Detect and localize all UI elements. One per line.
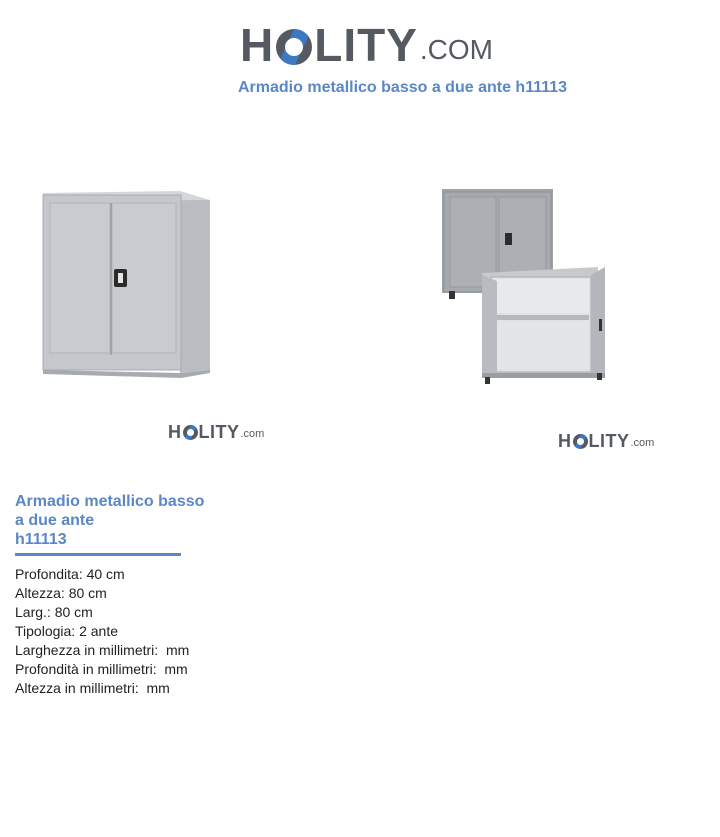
watermark-domain: .com xyxy=(240,428,265,440)
watermark-suffix: LITY xyxy=(588,431,630,451)
spec-list xyxy=(15,565,189,698)
watermark-domain: .com xyxy=(630,437,655,449)
logo-domain: .COM xyxy=(419,34,494,65)
spec-depth: Profondita: 40 cm xyxy=(15,566,125,582)
logo-o-icon xyxy=(276,29,312,65)
watermark-prefix: H xyxy=(558,431,572,451)
product-name-line: Armadio metallico basso xyxy=(15,493,205,510)
product-photo-closed xyxy=(0,115,270,470)
site-logo[interactable] xyxy=(240,12,494,71)
page-title: Armadio metallico basso a due ante h11113 xyxy=(238,79,568,96)
heading-divider xyxy=(15,553,181,556)
product-name-line: a due ante xyxy=(15,512,95,529)
spec-depth-mm: Profondità in millimetri: mm xyxy=(15,661,188,677)
watermark-suffix: LITY xyxy=(198,422,240,442)
product-photo-open xyxy=(355,115,700,470)
watermark-prefix: H xyxy=(168,422,182,442)
photo-watermark-logo xyxy=(558,432,654,450)
closed-and-open-cabinet-image xyxy=(355,115,700,470)
spec-height: Altezza: 80 cm xyxy=(15,585,107,601)
logo-text-prefix: H xyxy=(240,19,275,71)
logo-o-icon xyxy=(573,434,588,449)
photo-watermark-logo xyxy=(168,423,264,441)
closed-cabinet-image xyxy=(0,115,270,470)
logo-text-suffix: LITY xyxy=(314,19,418,71)
spec-width-mm: Larghezza in millimetri: mm xyxy=(15,642,190,658)
spec-width: Larg.: 80 cm xyxy=(15,604,93,620)
spec-type: Tipologia: 2 ante xyxy=(15,623,118,639)
product-code: h11113 xyxy=(15,531,67,548)
spec-height-mm: Altezza in millimetri: mm xyxy=(15,680,170,696)
product-name xyxy=(15,492,215,549)
logo-o-icon xyxy=(183,425,198,440)
